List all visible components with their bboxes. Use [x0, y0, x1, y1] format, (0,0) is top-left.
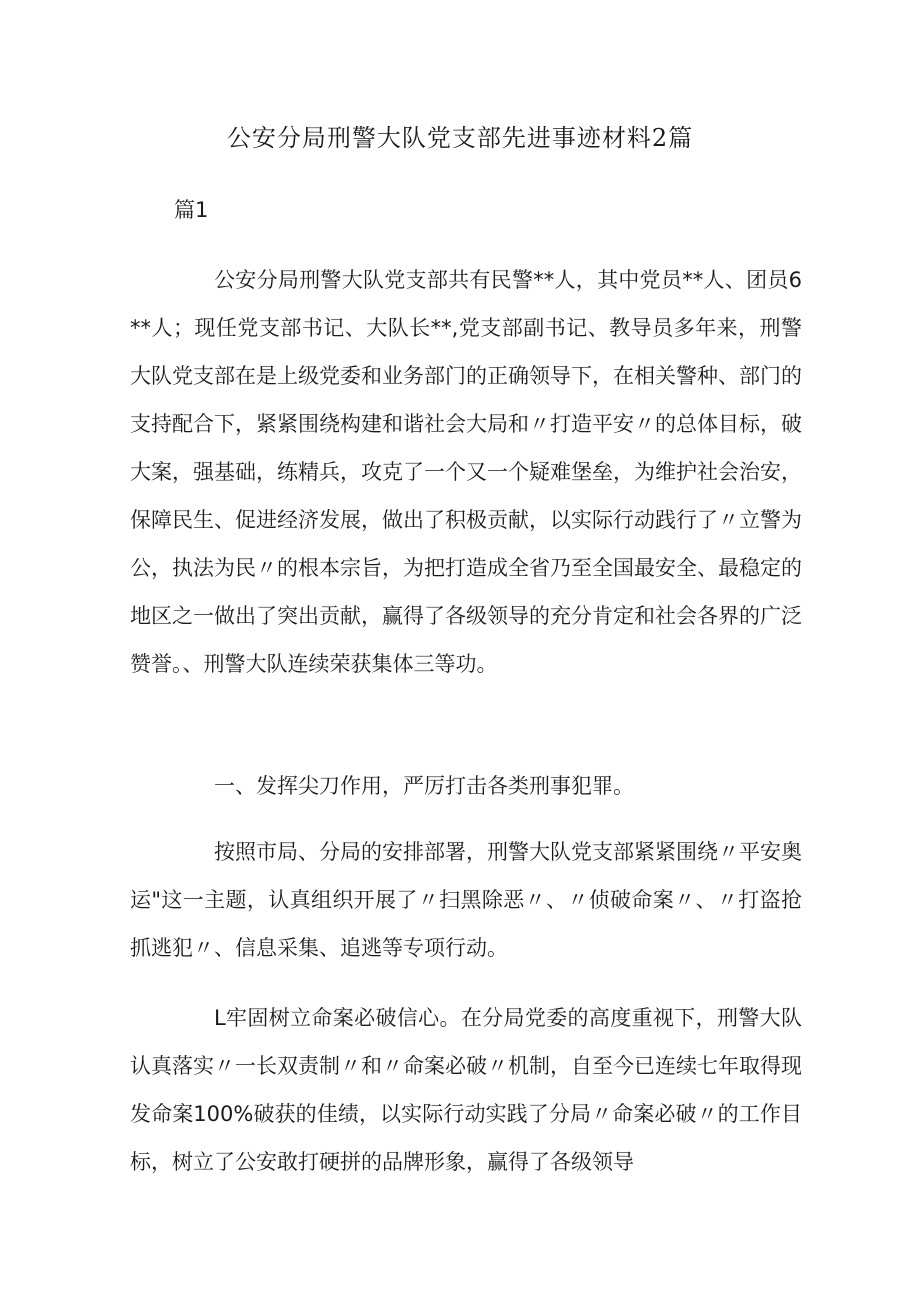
section-label: 篇1	[174, 198, 209, 222]
paragraph-murder-cases: L牢固树立命案必破信心。在分局党委的高度重视下，刑警大队认真落实〃一长双责制〃和〃命案必破〃机制，自至今已连续七年取得现发命案100%破获的佳绩，以实际行动实践了分局〃命案必破〃的工作目标，树立了公安敢打硬拼的品牌形象，赢得了各级领导	[130, 1006, 802, 1174]
document-title: 公安分局刑警大队党支部先进事迹材料2篇	[226, 124, 694, 152]
paragraph-deployment: 按照市局、分局的安排部署，刑警大队党支部紧紧围绕〃平安奥运"这一主题，认真组织开展了〃扫黑除恶〃、〃侦破命案〃、〃打盗抢抓逃犯〃、信息采集、追逃等专项行动。	[130, 840, 802, 960]
paragraph-intro: 公安分局刑警大队党支部共有民警**人，其中党员**人、团员6**人；现任党支部书记、大队长**,党支部副书记、教导员多年来，刑警大队党支部在是上级党委和业务部门的正确领导下，在相关警种、部门的支持配合下，紧紧围绕构建和谐社会大局和〃打造平安〃的总体目标，破大案，强基础，练精兵，攻克了一个又一个疑难堡垒，为维护社会治安，保障民生、促进经济发展，做出了积极贡献，以实际行动践行了〃立警为公，执法为民〃的根本宗旨，为把打造成全省乃至全国最安全、最稳定的地区之一做出了突出贡献，赢得了各级领导的充分肯定和社会各界的广泛赞誉。、刑警大队连续荣获集体三等功。	[130, 268, 802, 676]
section-heading-1: 一、发挥尖刀作用，严厉打击各类刑事犯罪。	[214, 774, 634, 798]
